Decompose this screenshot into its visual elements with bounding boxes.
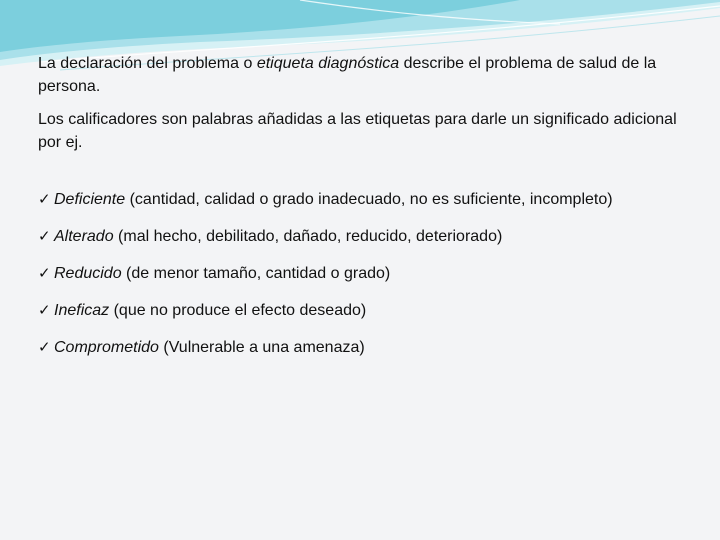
intro-p1-suffix: describe el problema de salud de la persona. bbox=[38, 55, 657, 95]
intro-paragraph-2: Los calificadores son palabras añadidas a las etiquetas para darle un significado adicional por ej. bbox=[38, 111, 677, 151]
qualifier-term: Ineficaz bbox=[54, 302, 110, 319]
checkmark-icon: ✓ bbox=[38, 302, 51, 319]
content-area bbox=[38, 52, 678, 373]
qualifier-item-alterado bbox=[38, 225, 678, 248]
qualifier-term: Comprometido bbox=[54, 339, 159, 356]
qualifier-item-ineficaz bbox=[38, 299, 678, 322]
qualifier-item-comprometido bbox=[38, 336, 678, 359]
qualifier-desc: (Vulnerable a una amenaza) bbox=[158, 339, 365, 356]
checkmark-icon: ✓ bbox=[38, 265, 51, 282]
intro-p1-prefix: La declaración del problema o bbox=[38, 55, 257, 72]
qualifier-term: Deficiente bbox=[54, 191, 126, 208]
qualifier-desc: (de menor tamaño, cantidad o grado) bbox=[121, 265, 391, 282]
checkmark-icon: ✓ bbox=[38, 191, 51, 208]
qualifier-term: Reducido bbox=[54, 265, 122, 282]
checkmark-icon: ✓ bbox=[38, 228, 51, 245]
qualifier-desc: (cantidad, calidad o grado inadecuado, no es suficiente, incompleto) bbox=[125, 191, 613, 208]
qualifier-item-reducido bbox=[38, 262, 678, 285]
qualifier-item-deficiente bbox=[38, 188, 678, 211]
qualifier-desc: (que no produce el efecto deseado) bbox=[109, 302, 367, 319]
qualifier-desc: (mal hecho, debilitado, dañado, reducido, deteriorado) bbox=[113, 228, 503, 245]
intro-p1-term: etiqueta diagnóstica bbox=[256, 55, 400, 72]
intro-paragraph-1 bbox=[38, 52, 678, 98]
checkmark-icon: ✓ bbox=[38, 339, 51, 356]
qualifier-term: Alterado bbox=[54, 228, 114, 245]
qualifier-list bbox=[38, 188, 678, 359]
